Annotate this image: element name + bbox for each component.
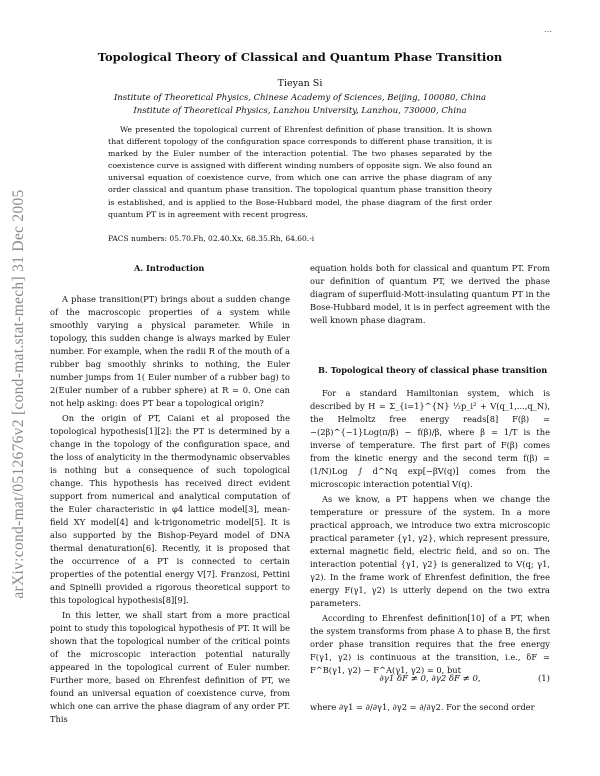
paragraph: A phase transition(PT) brings about a sudden change of the macroscopic properties of a system while smoothly varying a physical parameter. While in topology, this sudden change is always marked by Euler number. For example, when the radii R of the mouth of a rubber bag smoothly shrinks to nothing, the Euler number jumps from 1( Euler number of a rubber bag) to 2(Euler number of a rubber sphere) at R = 0. One can not help asking: does PT bear a topological origin? [50, 294, 290, 408]
equation-number: (1) [537, 674, 550, 684]
paragraph: equation holds both for classical and quantum PT. From our definition of quantum PT, we derived the phase diagram of superfluid-Mott-insulating quantum PT in the Bose-Hubbard model, it is in perfect agreement with the well known phase diagram. [310, 263, 550, 325]
left-column [50, 293, 290, 726]
corner-mark: ... [544, 25, 552, 34]
paragraph: In this letter, we shall start from a more practical point to study this topological hypothesis of PT. It will be shown that the topological number of the critical points of the microscopic interaction potential naturally appeared in the topological current of Euler number. Further more, based on Ehrenfest definition of PT, we found an universal equation of coexistence curve, from which one can arrive the phase diagram of any order PT. This [50, 610, 290, 724]
section-heading-introduction: A. Introduction [134, 263, 205, 273]
paragraph: As we know, a PT happens when we change the temperature or pressure of the system. In a more practical approach, we introduce two extra microscopic practical parameter {γ1, γ2}, which represent pressure, external magnetic field, electric field, and so on. The interaction potential {γ1, γ2} is generalized to V(q; γ1, γ2). In the frame work of Ehrenfest definition, the free energy F(γ1, γ2) is utterly depend on the two extra parameters. [310, 494, 550, 608]
right-column [310, 387, 550, 677]
paper-title: Topological Theory of Classical and Quantum Phase Transition [97, 50, 503, 64]
equation-body: ∂γ1 δF ≠ 0, ∂γ2 δF ≠ 0, [379, 674, 481, 684]
pacs-numbers: PACS numbers: 05.70.Fh, 02.40.Xx, 68.35.Rh, 64.60.-i [108, 234, 315, 243]
right-column-tail: where ∂γ1 = ∂/∂γ1, ∂γ2 = ∂/∂γ2. For the second order [310, 702, 535, 712]
author-name: Tieyan Si [277, 78, 323, 89]
right-column-top [310, 262, 550, 327]
affiliation-1: Institute of Theoretical Physics, Chinese Academy of Sciences, Beijing, 100080, China [113, 93, 487, 103]
paragraph: For a standard Hamiltonian system, which is described by H = Σ_{i=1}^{N} ½p_i² + V(q_1,...,q_N), the Helmoltz free energy reads[8] F(β) = −(2β)^{−1}Log(π/β) − f(β)/β, where β = 1/T is the inverse of temperature. The first part of F(β) comes from the kinetic energy and the second term f(β) = (1/N)Log ∫ d^Nq exp[−βV(q)] comes from the microscopic interaction potential V(q). [310, 388, 550, 489]
affiliation-2: Institute of Theoretical Physics, Lanzhou University, Lanzhou, 730000, China [133, 106, 467, 116]
arxiv-id: arXiv:cond-mat/0512676v2 [cond-mat.stat-mech] 31 Dec 2005 [10, 189, 27, 599]
paragraph: On the origin of PT, Caiani et al proposed the topological hypothesis[1][2]: the PT is determined by a change in the topology of the configuration space, and the loss of analyticity in the thermodynamic observables is nothing but a consequence of such topological change. This hypothesis has received direct evident support from numerical and analytical computation of the Euler characteristic in φ4 lattice model[3], mean-field XY model[4] and k-trigonometric model[5]. It is also supported by the Bishop-Peyard model of DNA thermal denaturation[6]. Recently, it is proposed that the occurrence of a PT is connected to certain properties of the potential energy V[7]. Franzosi, Pettini and Spinelli provided a rigorous theoretical support to this topological hypothesis[8][9]. [50, 413, 290, 605]
paragraph: According to Ehrenfest definition[10] of a PT, when the system transforms from phase A to phase B, the first order phase transition requires that the free energy F(γ1, γ2) is continuous at the transition, i.e., δF = F^B(γ1, γ2) − F^A(γ1, γ2) = 0, but [310, 613, 550, 675]
section-heading-classical-pt: B. Topological theory of classical phase transition [318, 365, 548, 375]
abstract: We presented the topological current of Ehrenfest definition of phase transition. It is shown that different topology of the configuration space corresponds to different phase transition, it is marked by the Euler number of the interaction potential. The two phases separated by the coexistence curve is assigned with different winding numbers of opposite sign. We also found an universal equation of coexistence curve, from which one can arrive the phase diagram of any order classical and quantum phase transition. The topological quantum phase transition theory is established, and is applied to the Bose-Hubbard model, the phase diagram of the first order quantum PT is in agreement with recent progress. [108, 125, 492, 219]
arxiv-sidebar [4, 96, 34, 692]
